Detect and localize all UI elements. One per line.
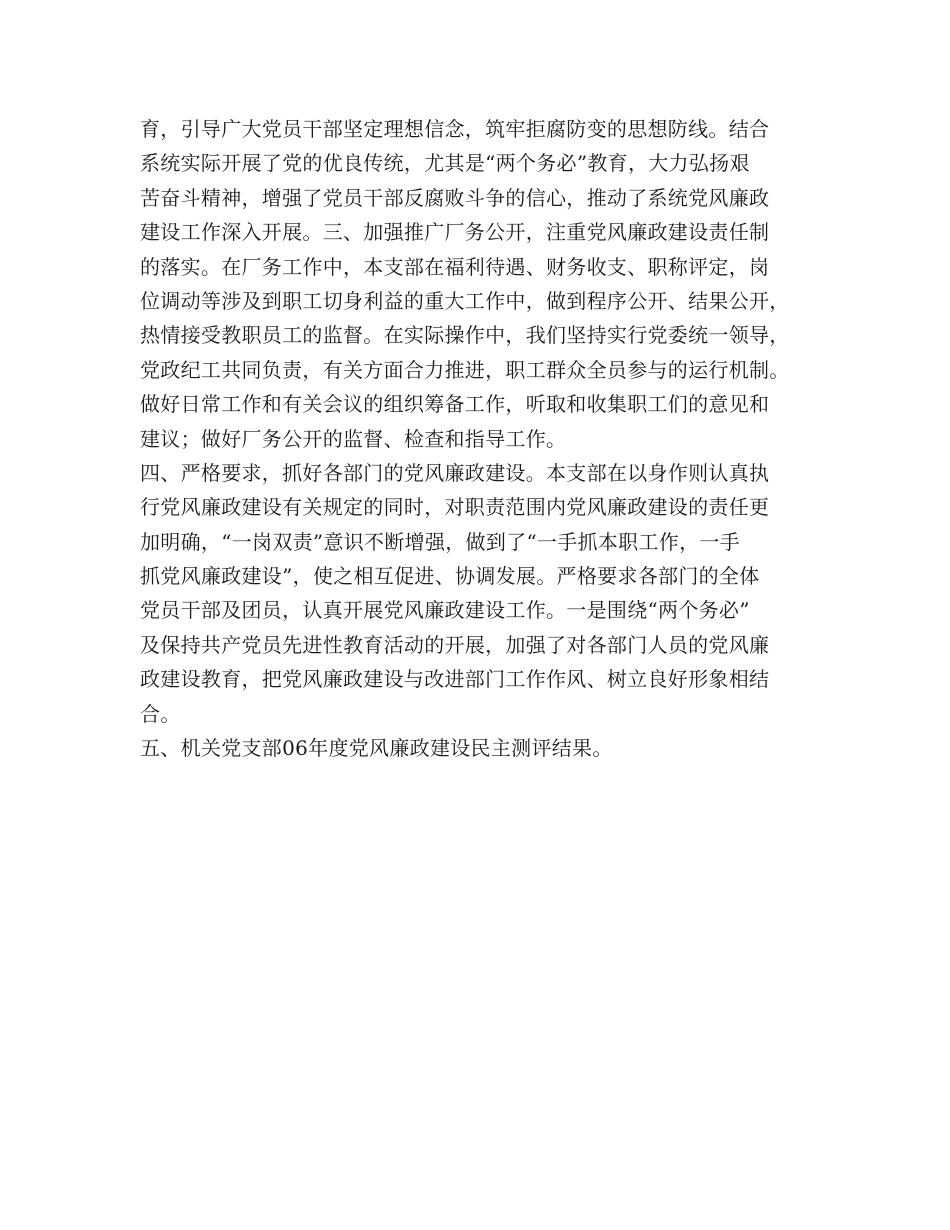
body-text — [140, 112, 830, 765]
text-line: 政建设教育，把党风廉政建设与改进部门工作作风、树立良好形象相结 — [140, 667, 770, 692]
text-line: 位调动等涉及到职工切身利益的重大工作中，做到程序公开、结果公开， — [140, 288, 790, 313]
text-line: 苦奋斗精神，增强了党员干部反腐败斗争的信心，推动了系统党风廉政 — [140, 185, 770, 210]
text-line: 热情接受教职员工的监督。在实际操作中，我们坚持实行党委统一领导， — [140, 323, 790, 348]
text-line: 做好日常工作和有关会议的组织筹备工作，听取和收集职工们的意见和 — [140, 392, 770, 417]
section-heading-line: 五、机关党支部06年度党风廉政建设民主测评结果。 — [140, 736, 613, 761]
text-line: 加明确，“一岗双责”意识不断增强，做到了“一手抓本职工作，一手 — [140, 529, 740, 554]
text-line: 党政纪工共同负责，有关方面合力推进，职工群众全员参与的运行机制。 — [140, 357, 790, 382]
text-line: 育，引导广大党员干部坚定理想信念，筑牢拒腐防变的思想防线。结合 — [140, 117, 770, 141]
text-line: 的落实。在厂务工作中，本支部在福利待遇、财务收支、职称评定，岗 — [140, 254, 770, 279]
text-line: 党员干部及团员，认真开展党风廉政建设工作。一是围绕“两个务必” — [140, 598, 750, 623]
text-line: 建设工作深入开展。三、加强推广厂务公开，注重党风廉政建设责任制 — [140, 220, 770, 245]
text-line: 及保持共产党员先进性教育活动的开展，加强了对各部门人员的党风廉 — [140, 632, 770, 657]
text-line: 行党风廉政建设有关规定的同时，对职责范围内党风廉政建设的责任更 — [140, 495, 770, 520]
text-line: 抓党风廉政建设”，使之相互促进、协调发展。严格要求各部门的全体 — [140, 564, 760, 589]
text-line: 合。 — [140, 701, 181, 726]
text-line: 建议；做好厂务公开的监督、检查和指导工作。 — [140, 426, 567, 451]
section-heading-line: 四、严格要求，抓好各部门的党风廉政建设。本支部在以身作则认真执 — [140, 460, 770, 485]
text-line: 系统实际开展了党的优良传统，尤其是“两个务必”教育，大力弘扬艰 — [140, 151, 750, 176]
